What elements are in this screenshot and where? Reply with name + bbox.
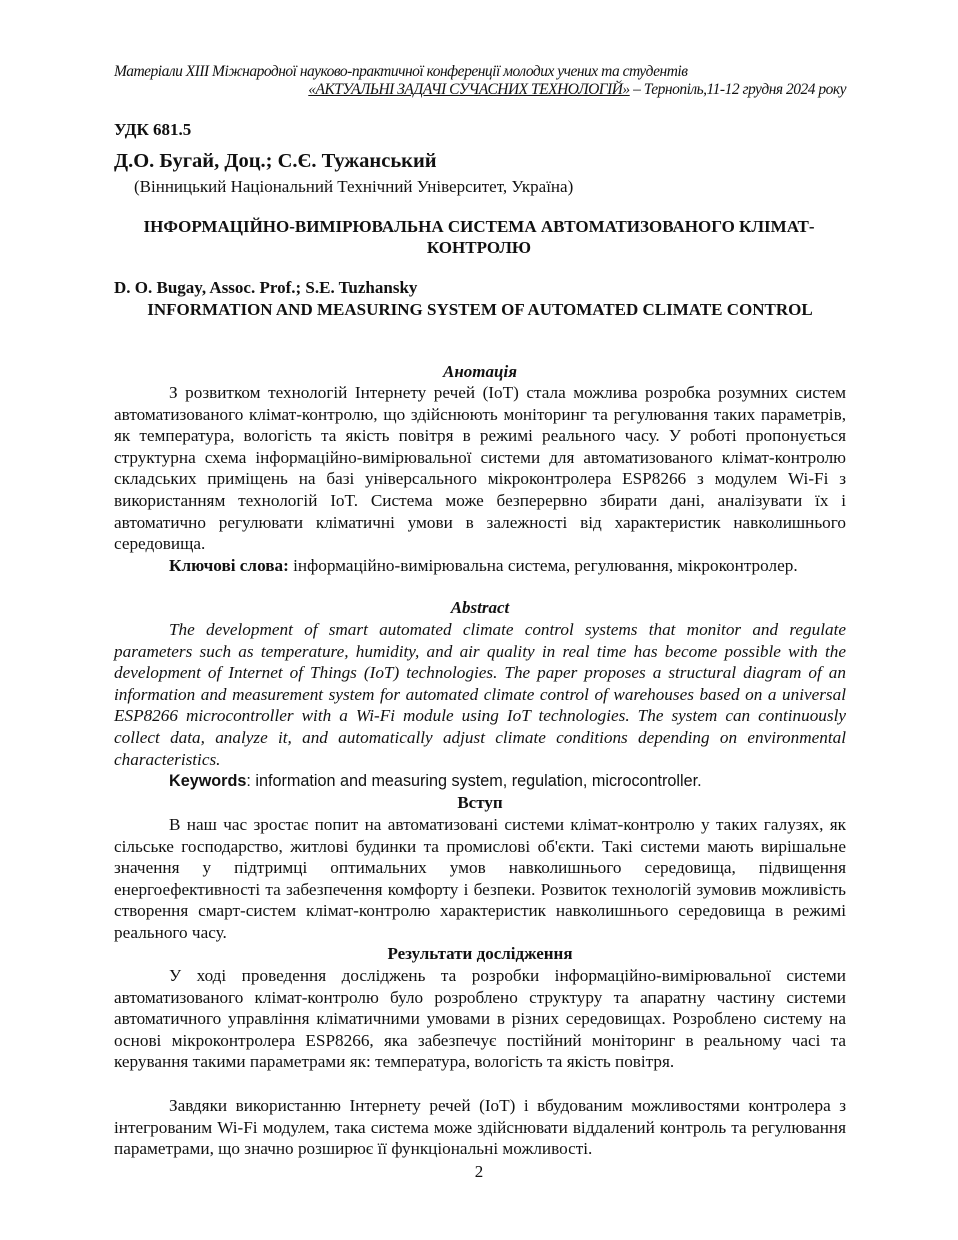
intro-text: В наш час зростає попит на автоматизовані системи клімат-контролю у таких галузях, як сільське господарство, житлові будинки та промислові об'єкти. Такі системи мають вирішальне значення у підтримці оптимальних умов навколишнього середовища, підвищення енергоефективності та забезпечення комфорту і безпеки. Розвиток технологій зумовив можливість створення смарт-систем клімат-контролю характеристик навколишнього середовища в режимі реального часу. [114, 815, 846, 942]
conference-name: «АКТУАЛЬНІ ЗАДАЧІ СУЧАСНИХ ТЕХНОЛОГІЙ» [308, 81, 630, 98]
abstract-text: The development of smart automated climate control systems that monitor and regulate parameters such as temperature, humidity, and air quality in real time has become possible with the development of Internet of Things (IoT) technologies. The paper proposes a structural diagram of an information and measurement system for automated climate control of warehouses based on a universal ESP8266 microcontroller with a Wi-Fi module using IoT technologies. The system can continuously collect data, analyze it, and automatically adjust climate conditions depending on environmental characteristics. [114, 620, 846, 769]
authors-en: D. O. Bugay, Assoc. Prof.; S.E. Tuzhansky [114, 278, 418, 297]
conference-header-line2 [114, 80, 846, 99]
annotation-text: З розвитком технологій Інтернету речей (IoT) стала можлива розробка розумних систем автоматизованого клімат-контролю, що здійснюють моніторинг та регулювання таких параметрів, як температура, вологість та якість повітря в режимі реального часу. У роботі пропонується структурна схема інформаційно-вимірювальної системи для автоматизованого клімат-контролю складських приміщень на базі універсального мікроконтролера ESP8266 з модулем Wi-Fi з використанням технологій IoT. Система може безперервно збирати дані, аналізувати їх і автоматично регулювати кліматичні умови в залежності від характеристик навколишнього середовища. [114, 383, 846, 554]
conference-location-date: – Тернопіль,11-12 грудня 2024 року [629, 81, 846, 98]
udk-code: УДК 681.5 [114, 120, 192, 139]
abstract-heading: Abstract [450, 598, 510, 617]
conference-header-line1: Матеріали XIII Міжнародної науково-практичної конференції молодих учених та студентів [114, 63, 688, 80]
affiliation: (Вінницький Національний Технічний Університет, Україна) [134, 177, 574, 196]
results-paragraph-1: У ході проведення досліджень та розробки інформаційно-вимірювальної системи автоматизованого клімат-контролю було розроблено структуру та апаратну частину системи автоматичного управління кліматичними умовами в різних середовищах. Розроблено систему на основі мікроконтролера ESP8266, яка забезпечує постійний моніторинг в реальному часі та керування такими параметрами як: температура, вологість та якість повітря. [114, 966, 846, 1072]
intro-heading: Вступ [457, 793, 503, 812]
title-ua: ІНФОРМАЦІЙНО-ВИМІРЮВАЛЬНА СИСТЕМА АВТОМАТИЗОВАНОГО КЛІМАТ-КОНТРОЛЮ [143, 217, 815, 257]
annotation-keywords [114, 555, 846, 577]
annotation-heading: Анотація [443, 362, 517, 381]
keywords-label-ua: Ключові слова: [169, 556, 289, 575]
keywords-en: : information and measuring system, regulation, microcontroller. [246, 772, 702, 790]
results-paragraph-2: Завдяки використанню Інтернету речей (IoT) і вбудованим можливостями контролера з інтегрованим Wi-Fi модулем, така система може здійснювати віддалений контроль та регулювання параметрами, що значно розширює її функціональні можливості. [114, 1096, 846, 1159]
title-en: INFORMATION AND MEASURING SYSTEM OF AUTOMATED CLIMATE CONTROL [147, 300, 813, 319]
keywords-ua: інформаційно-вимірювальна система, регулювання, мікроконтролер. [288, 556, 798, 575]
results-heading: Результати дослідження [387, 944, 573, 963]
page-number: 2 [474, 1162, 484, 1181]
abstract-keywords [114, 771, 846, 793]
authors-ua: Д.О. Бугай, Доц.; С.Є. Тужанський [114, 150, 437, 172]
keywords-label-en: Keywords [169, 772, 247, 790]
